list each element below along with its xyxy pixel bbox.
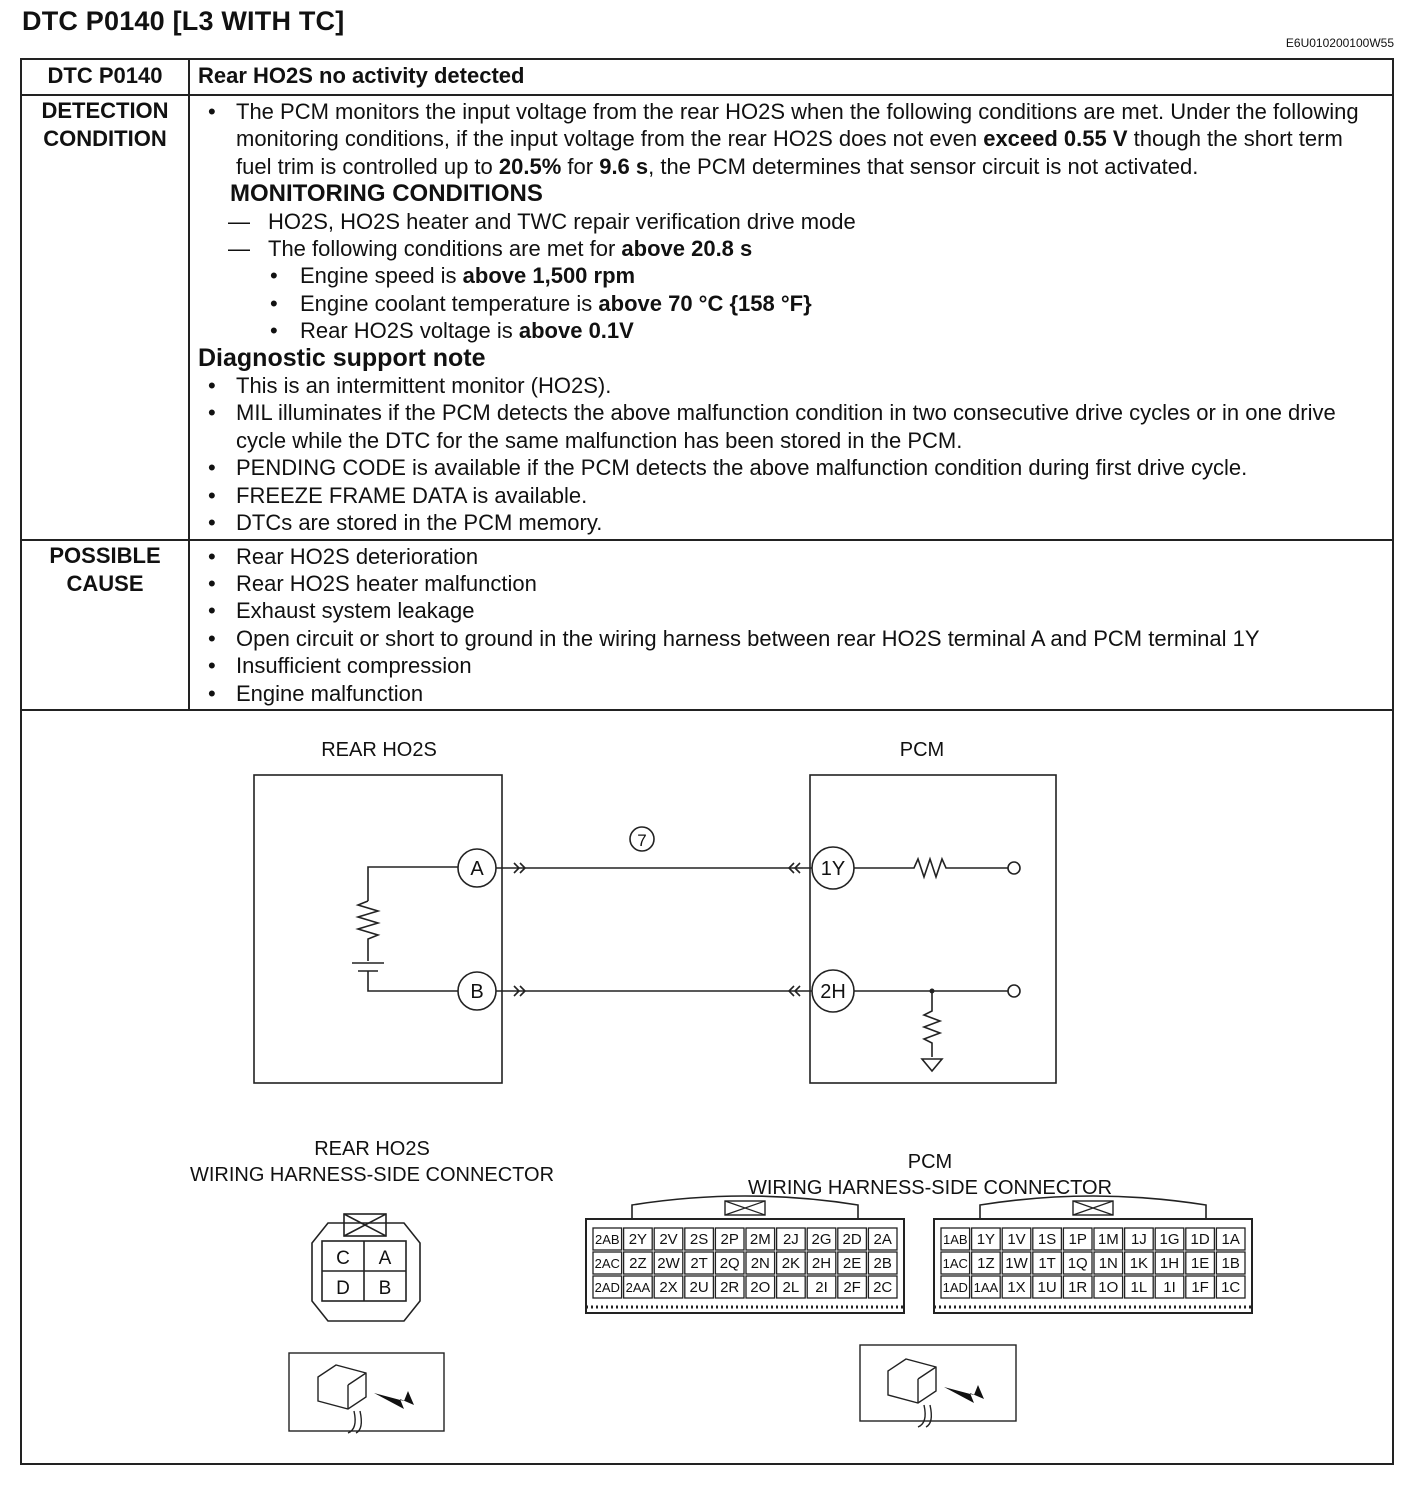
pcm-pin-label: 2W — [657, 1254, 680, 1272]
pcm-pin-label: 1AB — [943, 1231, 968, 1247]
sensor-view-icon — [318, 1365, 366, 1433]
possible-cause-item: • Insufficient compression — [198, 652, 1384, 679]
pcm-1y-terminal — [1008, 862, 1020, 874]
diagnostic-note-item: • FREEZE FRAME DATA is available. — [198, 482, 1384, 509]
sensor-bottom-wire — [368, 971, 458, 991]
pcm-pin-label: 2E — [842, 1254, 862, 1272]
pcm-connector-left — [586, 1196, 904, 1313]
diagnostic-support-heading: Diagnostic support note — [198, 343, 486, 372]
pcm-pin-label: 1C — [1221, 1278, 1241, 1296]
pcm-pin-label: 2I — [815, 1278, 828, 1296]
pcm-pin-label: 1G — [1159, 1230, 1180, 1248]
sensor-view-arrow — [374, 1391, 414, 1409]
pcm-pin-label: 1F — [1191, 1278, 1209, 1296]
pcm-pin-label: 1X — [1007, 1278, 1026, 1296]
rear-ho2s-connector-face — [312, 1214, 420, 1321]
junction-dot — [930, 988, 935, 993]
pcm-pin-label: 2Y — [628, 1230, 648, 1248]
pcm-pin-label: 1B — [1221, 1254, 1240, 1272]
pcm-2h-pulldown-resistor — [924, 991, 940, 1057]
possible-cause-item: • Open circuit or short to ground in the wiring harness between rear HO2S terminal A and PCM terminal 1Y — [198, 625, 1384, 652]
pcm-pin-label: 1D — [1190, 1230, 1210, 1248]
pcm-pin-label: 2L — [782, 1278, 800, 1296]
pcm-view-frame — [860, 1345, 1016, 1421]
pcm-pin-label: 2AD — [594, 1279, 620, 1295]
pcm-pin-label: 2D — [842, 1230, 862, 1248]
pcm-pin-label: 1AC — [942, 1255, 968, 1271]
right-connector-label-line2: WIRING HARNESS-SIDE CONNECTOR — [747, 1176, 1113, 1199]
document-id: E6U010200100W55 — [1285, 36, 1394, 50]
possible-cause-label — [21, 540, 189, 710]
pcm-pin-label: 1M — [1097, 1230, 1119, 1248]
pcm-pin-label: 2C — [873, 1278, 893, 1296]
pcm-connector-lock-cross — [1073, 1201, 1113, 1215]
pcm-1y-resistor-line — [854, 859, 1008, 877]
pcm-pin-label: 1Q — [1067, 1254, 1088, 1272]
monitoring-condition-item: — HO2S, HO2S heater and TWC repair verification drive mode — [198, 208, 1384, 235]
pcm-pin-label: 2Z — [629, 1254, 647, 1272]
possible-cause-item: • Rear HO2S deterioration — [198, 543, 1384, 570]
possible-cause-list — [198, 543, 1384, 707]
sensor-cell — [352, 963, 384, 971]
monitoring-conditions-heading: MONITORING CONDITIONS — [230, 180, 543, 208]
dtc-table — [20, 58, 1394, 1465]
pcm-2h-terminal — [1008, 985, 1020, 997]
pcm-box — [810, 775, 1056, 1083]
terminal-b-label: B — [470, 980, 484, 1003]
pcm-pin-label: 2X — [659, 1278, 678, 1296]
detection-condition-content — [189, 95, 1393, 540]
pcm-pin-label: 1S — [1037, 1230, 1057, 1248]
pcm-pin-label: 1U — [1037, 1278, 1057, 1296]
diagnostic-note-item: • DTCs are stored in the PCM memory. — [198, 509, 1384, 536]
pcm-pin-label: 1O — [1098, 1278, 1119, 1296]
detection-condition-label — [21, 95, 189, 540]
monitoring-subcondition-item: • Engine coolant temperature is above 70 °C {158 °F} — [198, 290, 1384, 317]
pcm-pin-label: 2U — [689, 1278, 709, 1296]
rear-ho2s-box-label: REAR HO2S — [321, 738, 437, 761]
pcm-pin-label: 1J — [1130, 1230, 1147, 1248]
pcm-pin-label: 1K — [1129, 1254, 1149, 1272]
pcm-pin-label: 2AB — [595, 1231, 620, 1247]
sensor-pin-label: C — [336, 1247, 350, 1269]
rear-ho2s-box — [254, 775, 502, 1083]
sensor-pin-label: B — [378, 1277, 392, 1299]
pcm-pin-label: 2J — [782, 1230, 799, 1248]
pcm-pin-label: 1N — [1098, 1254, 1118, 1272]
right-connector-label-line1: PCM — [907, 1150, 953, 1173]
pcm-pin-label: 2T — [690, 1254, 708, 1272]
sensor-pin-label: D — [336, 1277, 350, 1299]
pcm-pin-label: 2N — [750, 1254, 770, 1272]
pcm-pin-label: 1T — [1038, 1254, 1056, 1272]
sensor-pin-label: A — [378, 1247, 392, 1269]
detection-label-line1: DETECTION — [41, 98, 169, 123]
pcm-pin-label: 2AA — [625, 1279, 651, 1295]
terminal-2h-label: 2H — [820, 980, 846, 1003]
pcm-pin-label: 2K — [781, 1254, 801, 1272]
monitoring-subcondition-item: • Rear HO2S voltage is above 0.1V — [198, 317, 1384, 344]
detection-condition-row — [21, 95, 1393, 540]
table-header-row — [21, 59, 1393, 95]
diagnostic-notes-list — [198, 372, 1384, 536]
possible-cause-item: • Rear HO2S heater malfunction — [198, 570, 1384, 597]
pcm-pin-label: 1R — [1068, 1278, 1088, 1296]
ground-symbol — [922, 1059, 942, 1071]
monitoring-condition-item: — The following conditions are met for above 20.8 s — [198, 235, 1384, 262]
monitoring-subcondition-item: • Engine speed is above 1,500 rpm — [198, 262, 1384, 289]
pcm-pin-label: 2G — [811, 1230, 832, 1248]
pcm-connector-lock-cross — [725, 1201, 765, 1215]
sensor-top-wire — [368, 867, 458, 901]
pcm-pin-label: 1A — [1221, 1230, 1240, 1248]
page-title: DTC P0140 [L3 WITH TC] — [22, 6, 345, 36]
wire-number-label: 7 — [637, 830, 647, 850]
pcm-connector-right — [934, 1196, 1252, 1313]
pcm-pin-label: 1L — [1130, 1278, 1148, 1296]
cause-label-line2: CAUSE — [66, 570, 144, 596]
pcm-pin-label: 2Q — [719, 1254, 740, 1272]
diagnostic-note-item: • This is an intermittent monitor (HO2S). — [198, 372, 1384, 399]
dtc-description-cell: Rear HO2S no activity detected — [189, 59, 1393, 95]
pcm-pin-label: 2F — [843, 1278, 861, 1296]
possible-cause-item: • Engine malfunction — [198, 680, 1384, 707]
pcm-pin-label: 1W — [1005, 1254, 1028, 1272]
possible-cause-row — [21, 540, 1393, 710]
pcm-pin-label: 1H — [1159, 1254, 1180, 1272]
detection-intro-item: • The PCM monitors the input voltage from the rear HO2S when the following conditions are met. Under the following monitoring conditions, if the input voltage from the rear HO2S does not even exceed 0.55 V though the short term fuel trim is controlled up to 20.5% for 9.6 s, the PCM determines that sensor circuit is not activated. — [198, 98, 1384, 180]
pcm-pin-label: 2S — [689, 1230, 709, 1248]
pcm-pin-label: 1AD — [942, 1279, 968, 1295]
pcm-pin-label: 1AA — [973, 1279, 999, 1295]
cause-label-line1: POSSIBLE — [49, 542, 161, 568]
wiring-schematic — [22, 711, 1394, 1463]
pcm-view-icon — [888, 1359, 936, 1427]
possible-cause-content — [189, 540, 1393, 710]
left-connector-label-line1: REAR HO2S — [314, 1137, 430, 1160]
pcm-view-arrow — [944, 1385, 984, 1403]
diagnostic-note-item: • PENDING CODE is available if the PCM detects the above malfunction condition during first drive cycle. — [198, 454, 1384, 481]
detection-label-line2: CONDITION — [43, 126, 167, 151]
possible-cause-item: • Exhaust system leakage — [198, 597, 1384, 624]
pcm-pin-label: 1I — [1163, 1278, 1176, 1296]
pcm-pin-label: 1Y — [976, 1230, 996, 1248]
pcm-pin-label: 2V — [659, 1230, 678, 1248]
pcm-pin-label: 1V — [1007, 1230, 1026, 1248]
dtc-code-cell: DTC P0140 — [21, 59, 189, 95]
diagnostic-note-item: • MIL illuminates if the PCM detects the above malfunction condition in two consecutive drive cycles or in one drive cycle while the DTC for the same malfunction has been stored in the PCM. — [198, 399, 1384, 454]
pcm-pin-label: 2R — [720, 1278, 740, 1296]
terminal-1y-label: 1Y — [820, 857, 846, 880]
pcm-pin-label: 2M — [749, 1230, 771, 1248]
pcm-pin-label: 2H — [811, 1254, 832, 1272]
pcm-pin-label: 2B — [873, 1254, 892, 1272]
left-connector-label-line2: WIRING HARNESS-SIDE CONNECTOR — [189, 1163, 555, 1186]
terminal-a-label: A — [470, 857, 484, 880]
wiring-diagram-row — [21, 710, 1393, 1464]
pcm-pin-label: 1E — [1190, 1254, 1210, 1272]
pcm-pin-label: 2P — [720, 1230, 739, 1248]
sensor-resistor — [358, 901, 378, 961]
pcm-pin-label: 2A — [873, 1230, 892, 1248]
pcm-box-label: PCM — [899, 738, 945, 761]
pcm-pin-label: 1Z — [977, 1254, 995, 1272]
pcm-pin-label: 2AC — [594, 1255, 620, 1271]
wiring-diagram-cell — [21, 710, 1393, 1464]
pcm-pin-label: 2O — [750, 1278, 771, 1296]
pcm-pin-label: 1P — [1068, 1230, 1087, 1248]
